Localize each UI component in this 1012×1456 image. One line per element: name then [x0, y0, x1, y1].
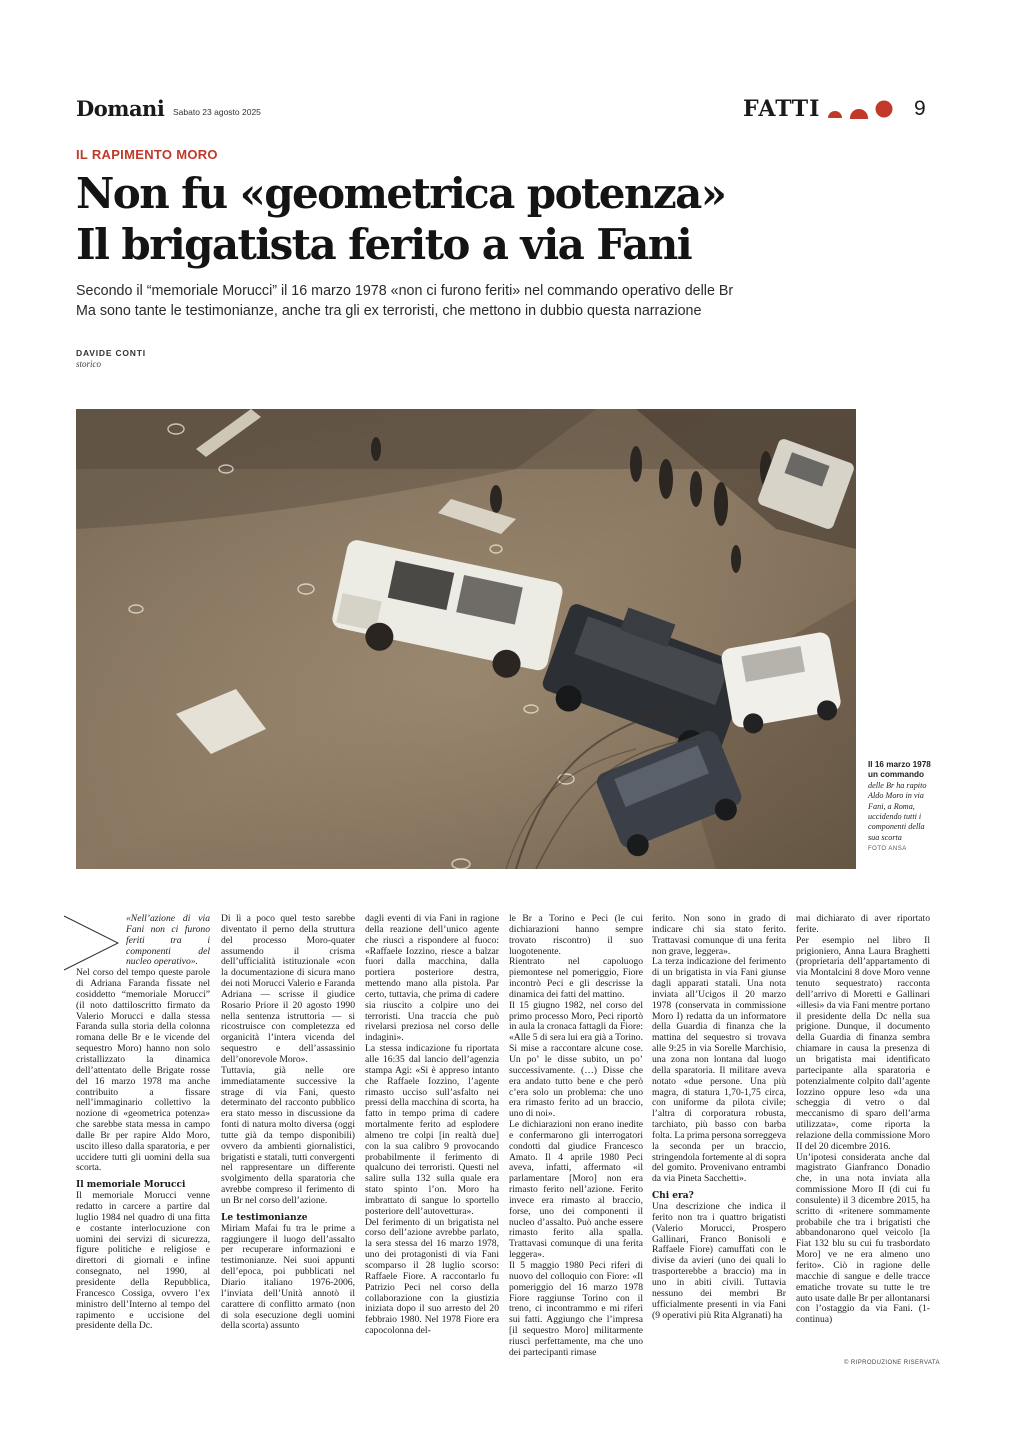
paragraph: Tuttavia, già nelle ore immediatamente successive la strage di via Fani, questo determinato del racconto pubblico era stato messo in discussione da fonti di natura molto diversa (oggi tutte già da tempo disponibili) ovvero da ambienti giornalistici, brigatisti e statali, tutti convergenti nel rappresentare un differente svolgimento della sparatoria che avrebbe compreso il ferimento di un Br nel corso dell’azione. [221, 1064, 355, 1206]
paragraph: Rientrato nel capoluogo piemontese nel pomeriggio, Fiore incontrò Peci e gli descrisse la dinamica dei fatti del mattino. [509, 956, 643, 1000]
paragraph: Il 15 giugno 1982, nel corso del primo processo Moro, Peci riportò in aula la cronaca fattagli da Fiore: «Alle 5 di sera lui era già a Torino. Si mise a raccontare alcune cose. Un po’ le disse subito, un po’ successivamente. (…) Disse che era andato tutto bene e che però c’era solo un problema: che uno era rimasto ferito ad un braccio, uno di noi». [509, 999, 643, 1120]
subhead-line-1: Secondo il “memoriale Morucci” il 16 marzo 1978 «non ci furono feriti» nel commando operativo delle Br [76, 283, 734, 299]
photo-caption [868, 760, 938, 855]
newspaper-logo: Domani [76, 96, 165, 121]
subheading: Le testimonianze [221, 1212, 308, 1223]
paragraph: mai dichiarato di aver riportato ferite. [796, 913, 930, 935]
author-name: DAVIDE CONTI [76, 348, 146, 358]
paragraph: Miriam Mafai fu tra le prime a raggiungere il luogo dell’assalto per recuperare informazioni e testimonianze. Nei suoi appunti dell’epoca, poi pubblicati nel Diario italiano 1976-2006, l’inviata dell’Unità annotò il carattere di conflitto armato (non di sola esecuzione degli uomini della scorta) assunto [221, 1222, 355, 1332]
paragraph: Nel corso del tempo queste parole di Adriana Faranda fissate nel cosiddetto “memoriale Morucci” (il noto dattiloscritto firmato da Valerio Morucci e dalla stessa Faranda sulla storia della colonna romana delle Br e le vicende del sequestro Moro) hanno non solo cristallizzato la dinamica dell’attentato delle Brigate rosse del 16 marzo 1978 ma anche contribuito a fissare nell’immaginario collettivo la nozione di «geometrica potenza» che sarebbe stata messa in campo dalle Br per rapire Aldo Moro, uscito illeso dalla sparatoria, e per uccidere tutti gli uomini della sua scorta. [76, 967, 210, 1174]
issue-date: Sabato 23 agosto 2025 [173, 107, 261, 117]
subheading: Chi era? [652, 1191, 694, 1202]
paragraph: ferito. Non sono in grado di indicare chi sia stato ferito. Trattavasi comunque di una ferita non grave, leggera». [652, 913, 786, 957]
paragraph: La terza indicazione del ferimento di un brigatista in via Fani giunse dagli apparati statali. Una nota inviata all’Ucigos il 20 marzo 1978 (conservata in commissione Moro I) redatta da un informatore della Guardia di finanza che la mattina del sequestro si trovava alle 9:25 in via Sorelle Marchisio, una zona non lontana dal luogo della sparatoria. Il militare aveva notato «due persone. Una più magra, di statura 1,70-1,75 circa, con uniforme da pilota civile; l’altra di corporatura robusta, tarchiato, più basso con barba folta. La prima persona sorreggeva la seconda per un braccio, stringendola fortemente al di sopra del gomito. Provenivano entrambi da via Pineta Sacchetti». [652, 956, 786, 1185]
text-column-5 [652, 914, 786, 1321]
paragraph: Le dichiarazioni non erano inedite e confermarono gli interrogatori condotti dal giudice Francesco Amato. Il 4 aprile 1980 Peci aveva, infatti, affermato «il parlamentare [Moro] non era rimasto ferito nell’azione. Ferito invece era rimasto al braccio, forse, uno dei componenti il nucleo d’assalto. Può anche essere rimasto ferito alla spalla. Trattavasi comunque di una ferita leggera». [509, 1119, 643, 1261]
text-column-6 [796, 914, 930, 1326]
article-lead-quote: «Nell’azione di via Fani non ci furono feriti tra i componenti del nucleo operativo». [126, 913, 210, 968]
paragraph: Il memoriale Morucci venne redatto in carcere a partire dal luglio 1984 nel quadro di una fitta e costante interlocuzione con uomini dei servizi di sicurezza, figure politiche e religiose e direttori di giornali e infine consegnato, nel 1990, al presidente della Repubblica, Francesco Cossiga, ovvero l’ex ministro dell’Interno al tempo del rapimento e uccisione del presidente della Dc. [76, 1190, 210, 1332]
news-photo [76, 409, 856, 869]
masthead [76, 96, 928, 126]
headline-line-2: Il brigatista ferito a via Fani [76, 220, 692, 269]
paragraph: La stessa indicazione fu riportata alle 16:35 dal lancio dell’agenzia stampa Agi: «Si è appreso intanto che Raffaele Iozzino, l’agente rimasto ucciso sull’asfalto nei pressi della macchina di scorta, ha fatto in tempo prima di cadere mortalmente ferito ad esplodere almeno tre colpi [in realtà due] con la sua calibro 9 provocando probabilmente il ferimento di qualcuno dei terroristi. Questi nel salire sulla 132 sulla quale era stato spinto l’on. Moro ha imbrattato di sangue lo sportello posteriore dell’autovettura». [365, 1043, 499, 1217]
text-column-2 [221, 914, 355, 1332]
section-dots-icon [824, 99, 894, 121]
paragraph: Il 5 maggio 1980 Peci riferì di nuovo del colloquio con Fiore: «Il pomeriggio del 16 marzo 1978 Fiore raggiunse Torino con il treno, ci incontrammo e mi riferì sui fatti. Aggiungo che l’impresa [il sequestro Moro] militarmente riuscì perfettamente, ma che uno dei partecipanti rimase [509, 1260, 643, 1358]
rights-notice: © RIPRODUZIONE RISERVATA [844, 1360, 940, 1366]
paragraph: Per esempio nel libro Il prigioniero, Anna Laura Braghetti (proprietaria dell’appartamento di via Montalcini 8 dove Moro venne tenuto sequestrato) racconta dell’arrivo di Moretti e Gallinari «illesi» da via Fani mentre portano il presidente della Dc nella sua prigione. Dunque, il documento della Guardia di finanza sembra chiamare in causa la presenza di un brigatista mai identificato partecipante alla sparatoria e potenzialmente colpito dall’agente Iozzino oppure leso «da una scheggia di vetro o dal meccanismo di sparo dell’arma utilizzata», come riporta la relazione della commissione Moro II del 20 dicembre 2016. [796, 934, 931, 1152]
caption-italic: delle Br ha rapito Aldo Moro in via Fani, a Roma, uccidendo tutti i componenti della sua scorta [868, 780, 927, 842]
paragraph: Di lì a poco quel testo sarebbe diventato il perno della struttura del processo Moro-quater assumendo il crisma dell’ufficialità istituzionale «con la documentazione di sicura mano dei noti Morucci Valerio e Faranda Adriana — scrisse il giudice Rosario Priore il 20 agosto 1990 nella sentenza istruttoria — si ricostruisce con completezza ed organicità l’intera vicenda del sequestro e dell’assassinio dell’onorevole Moro». [221, 913, 355, 1065]
subheading: Il memoriale Morucci [76, 1180, 186, 1191]
paragraph: Del ferimento di un brigatista nel corso dell’azione avrebbe parlato, la sera stessa del 16 marzo 1978, uno dei protagonisti di via Fani scomparso il 28 luglio scorso: Raffaele Fiore. A raccontarlo fu Patrizio Peci nel corso della collaborazione con la giustizia iniziata dopo il suo arresto del 20 febbraio 1980. Nel 1978 Fiore era capocolonna del- [365, 1216, 499, 1337]
page-number: 9 [914, 97, 926, 120]
photo-credit: FOTO ANSA [868, 846, 907, 853]
subhead-line-2: Ma sono tante le testimonianze, anche tra gli ex terroristi, che mettono in dubbio questa narrazione [76, 303, 702, 319]
article-headline [76, 168, 936, 270]
article-subhead [76, 281, 936, 321]
paragraph: Una descrizione che indica il ferito non tra i quattro brigatisti (Valerio Morucci, Prospero Gallinari, Franco Bonisoli e Raffaele Fiore) camuffati con le divise da avieri (uno dei quali lo trasporterebbe a braccio) ma in uno in abiti civili. Tuttavia nessuno dei membri Br ufficialmente presenti in via Fani (9 operativi più Rita Algranati) ha [652, 1201, 786, 1321]
paragraph: dagli eventi di via Fani in ragione della reazione dell’unico agente che riuscì a rispondere al fuoco: «Raffaele Iozzino, riesce a balzar fuori dalla macchina, dalla portiera posteriore destra, mettendo mano alla pistola. Par certo, tuttavia, che prima di cadere sia riuscito a colpire uno dei terroristi. Una traccia che può rivelarsi preziosa nel corso delle indagini». [365, 913, 499, 1044]
paragraph: le Br a Torino e Peci (le cui dichiarazioni hanno sempre trovato riscontro) il suo luogotenente. [509, 913, 643, 957]
caption-bold: Il 16 marzo 1978 un commando [868, 760, 931, 780]
text-column-4 [509, 914, 643, 1359]
headline-line-1: Non fu «geometrica potenza» [76, 169, 726, 218]
text-column-1 [76, 914, 210, 1332]
article-kicker: IL RAPIMENTO MORO [76, 147, 218, 162]
paragraph: Un’ipotesi considerata anche dal magistrato Gianfranco Donadio che, in una nota inviata alla commissione Moro II (di cui fu consulente) il 3 dicembre 2015, ha scritto di «ritenere sommamente probabile che tra i brigatisti che abbandonarono quel veicolo [la Fiat 132 blu su cui fu trasbordato Moro] ve ne era almeno uno ferito». Ciò in ragione delle macchie di sangue e delle tracce ematiche trovate su tutte le tre auto usate dalle Br per allontanarsi con l’ostaggio da via Fani. (1-continua) [796, 1151, 930, 1326]
section-name: FATTI [743, 96, 821, 122]
author-role: storico [76, 359, 102, 369]
text-column-3 [365, 914, 499, 1337]
